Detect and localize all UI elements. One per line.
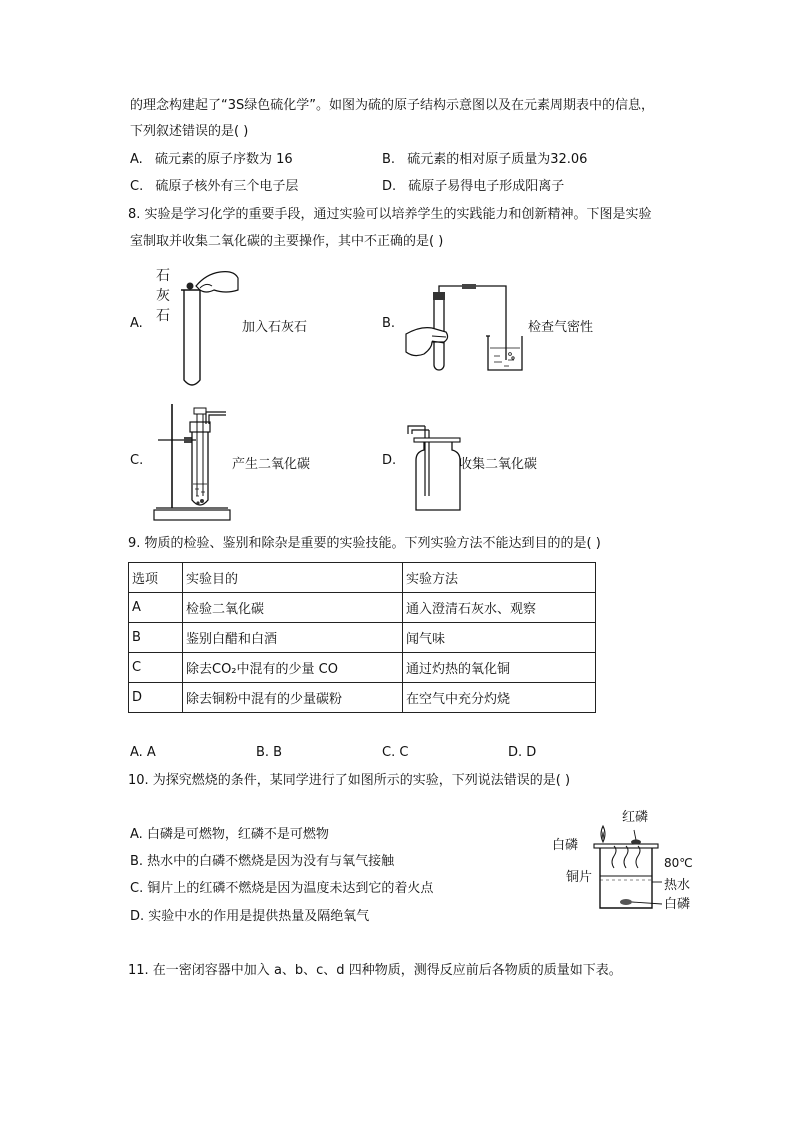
table-cell: 除去CO₂中混有的少量 CO bbox=[183, 653, 403, 683]
option-text: 硫原子核外有三个电子层 bbox=[155, 179, 299, 194]
table-cell: B bbox=[129, 623, 183, 653]
q8-option-a-label: A. bbox=[130, 316, 143, 331]
table-row bbox=[129, 593, 596, 623]
q8-option-b-label: B. bbox=[382, 316, 396, 331]
q10-option-c: C. 铜片上的红磷不燃烧是因为温度未达到它的着火点 bbox=[130, 881, 434, 896]
q9-table bbox=[128, 562, 596, 713]
table-cell: 除去铜粉中混有的少量碳粉 bbox=[183, 683, 403, 713]
q10-label-temperature: 80℃ bbox=[664, 856, 693, 870]
q10-figure bbox=[590, 820, 662, 916]
q8-d-figure bbox=[402, 420, 462, 514]
q8-stem-line1: 8. 实验是学习化学的重要手段，通过实验可以培养学生的实践能力和创新精神。下图是实验 bbox=[128, 207, 652, 222]
q7-option-a bbox=[130, 151, 293, 169]
q8-stem-line2: 室制取并收集二氧化碳的主要操作，其中不正确的是( ) bbox=[130, 234, 444, 249]
q9-answer-b: B. B bbox=[256, 745, 283, 760]
table-cell: 通过灼热的氧化铜 bbox=[403, 653, 596, 683]
q11-stem: 11. 在一密闭容器中加入 a、b、c、d 四种物质，测得反应前后各物质的质量如下表。 bbox=[128, 963, 622, 978]
q8-option-d-label: D. bbox=[382, 453, 397, 468]
table-cell: 在空气中充分灼烧 bbox=[403, 683, 596, 713]
table-cell: 闻气味 bbox=[403, 623, 596, 653]
q10-option-b: B. 热水中的白磷不燃烧是因为没有与氧气接触 bbox=[130, 854, 395, 869]
q10-label-red-phosphorus: 红磷 bbox=[622, 810, 649, 825]
q8-a-limestone-vertical-text bbox=[156, 266, 170, 326]
option-text: 硫元素的原子序数为 16 bbox=[154, 152, 293, 167]
q10-label-white-phosphorus-bottom: 白磷 bbox=[664, 897, 691, 912]
q8-c-figure bbox=[150, 400, 232, 524]
option-label: B. bbox=[382, 152, 396, 167]
q8-option-c-label: C. bbox=[130, 453, 144, 468]
option-label: A. bbox=[130, 152, 143, 167]
q9-answer-a: A. A bbox=[130, 745, 156, 760]
q10-option-d: D. 实验中水的作用是提供热量及隔绝氧气 bbox=[130, 909, 370, 924]
q7-option-b bbox=[382, 151, 587, 169]
q9-answer-d: D. D bbox=[508, 745, 537, 760]
fig-char: 灰 bbox=[156, 288, 170, 304]
q8-option-c-caption: 产生二氧化碳 bbox=[232, 457, 311, 472]
q8-option-a-caption: 加入石灰石 bbox=[242, 320, 308, 335]
option-text: 硫原子易得电子形成阳离子 bbox=[408, 179, 565, 194]
option-label: C. bbox=[130, 179, 144, 194]
q7-stem-line1: 的理念构建起了“3S绿色硫化学”。如图为硫的原子结构示意图以及在元素周期表中的信息， bbox=[130, 98, 654, 113]
table-header-cell: 选项 bbox=[129, 563, 183, 593]
q10-option-a: A. 白磷是可燃物，红磷不是可燃物 bbox=[130, 827, 329, 842]
q8-b-figure bbox=[402, 282, 528, 374]
q8-a-figure bbox=[176, 268, 242, 390]
fig-char: 石 bbox=[156, 268, 170, 284]
table-header-row bbox=[129, 563, 596, 593]
table-row bbox=[129, 623, 596, 653]
table-row bbox=[129, 683, 596, 713]
q8-option-d-caption: 收集二氧化碳 bbox=[459, 457, 538, 472]
q10-label-hot-water: 热水 bbox=[664, 878, 691, 893]
q10-stem: 10. 为探究燃烧的条件，某同学进行了如图所示的实验，下列说法错误的是( ) bbox=[128, 773, 571, 788]
table-header-cell: 实验目的 bbox=[183, 563, 403, 593]
table-header-cell: 实验方法 bbox=[403, 563, 596, 593]
table-cell: 鉴别白醋和白酒 bbox=[183, 623, 403, 653]
q9-stem: 9. 物质的检验、鉴别和除杂是重要的实验技能。下列实验方法不能达到目的的是( ) bbox=[128, 536, 601, 551]
table-cell: A bbox=[129, 593, 183, 623]
fig-char: 石 bbox=[156, 308, 170, 324]
option-text: 硫元素的相对原子质量为32.06 bbox=[407, 152, 588, 167]
q9-answer-c: C. C bbox=[382, 745, 409, 760]
option-label: D. bbox=[382, 179, 397, 194]
q7-stem-line2: 下列叙述错误的是( ) bbox=[130, 124, 249, 139]
table-cell: 通入澄清石灰水、观察 bbox=[403, 593, 596, 623]
table-cell: 检验二氧化碳 bbox=[183, 593, 403, 623]
table-cell: C bbox=[129, 653, 183, 683]
table-cell: D bbox=[129, 683, 183, 713]
q8-option-b-caption: 检查气密性 bbox=[528, 320, 594, 335]
q10-label-white-phosphorus-top: 白磷 bbox=[552, 838, 579, 853]
q10-label-copper: 铜片 bbox=[566, 870, 593, 885]
q7-option-d bbox=[382, 178, 564, 196]
q7-option-c bbox=[130, 178, 298, 196]
table-row bbox=[129, 653, 596, 683]
